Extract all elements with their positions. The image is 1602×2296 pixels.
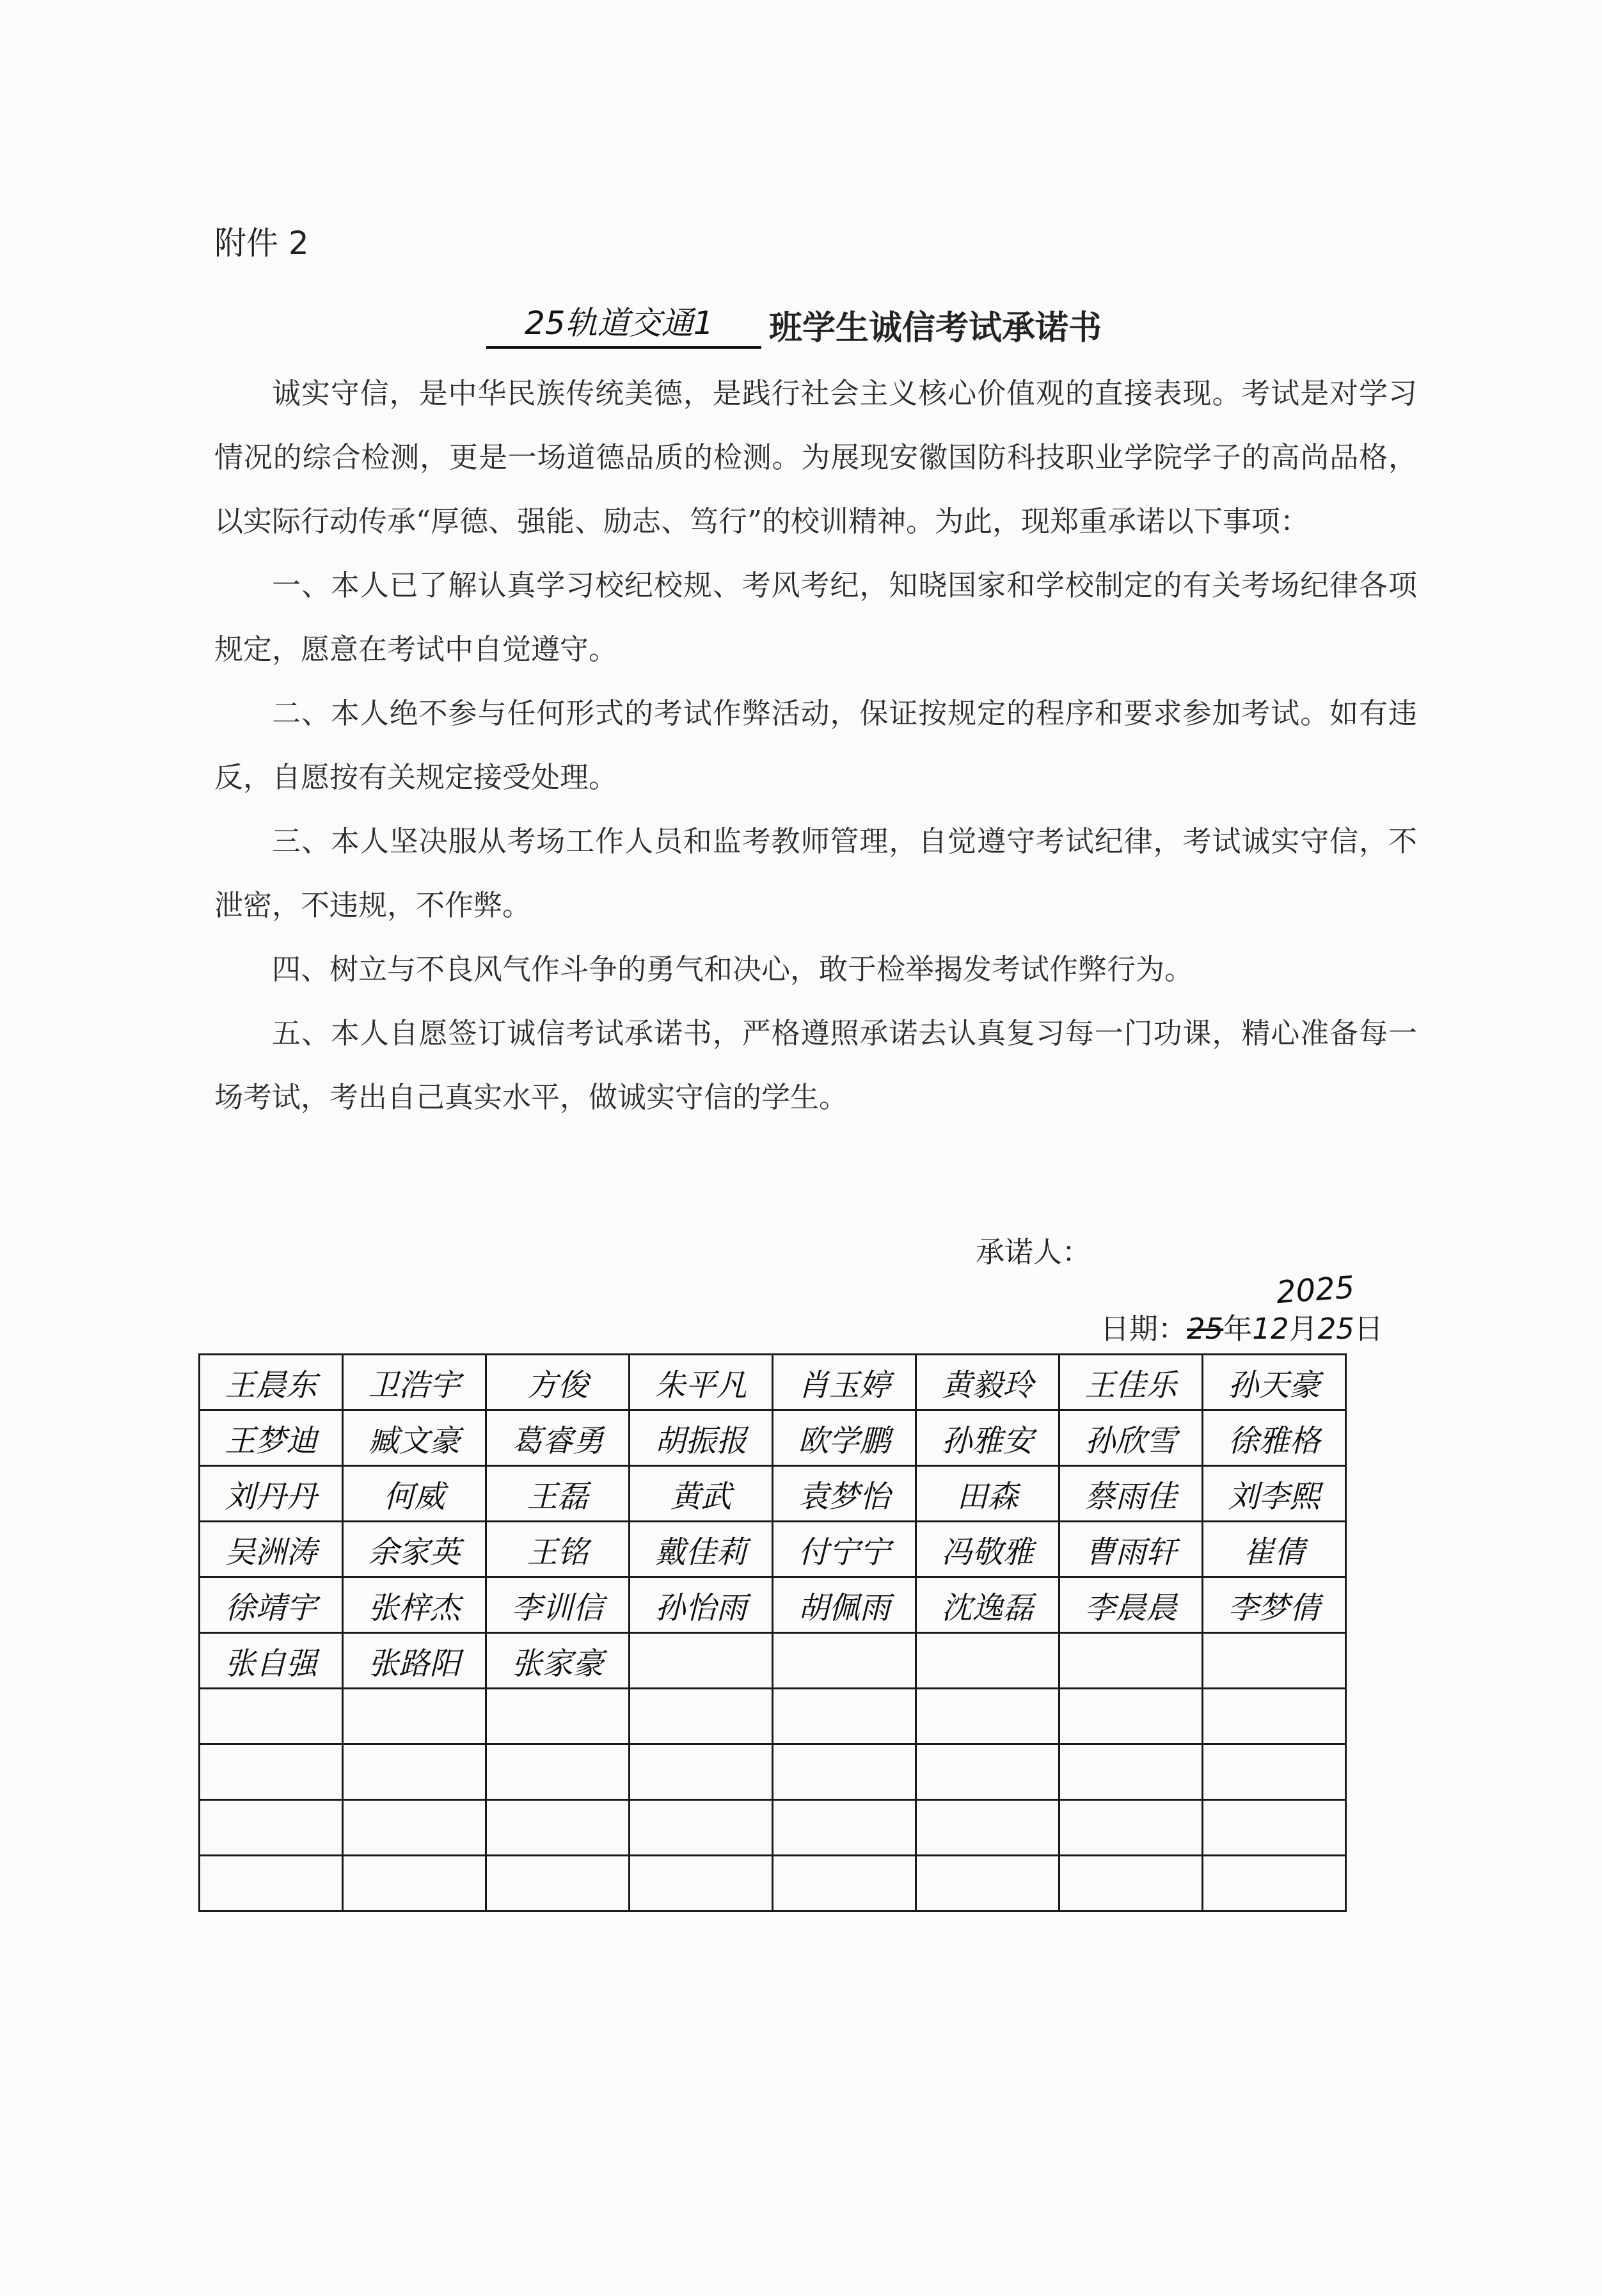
date-day-unit: 日: [1354, 1312, 1383, 1346]
signature-cell: [1059, 1800, 1203, 1856]
signature-cell: 余家英: [343, 1522, 486, 1577]
signature-cell: 沈逸磊: [916, 1577, 1059, 1633]
signature-cell: [916, 1800, 1059, 1856]
signature-cell: [1059, 1689, 1203, 1744]
pledge-item-4: 四、树立与不良风气作斗争的勇气和决心，敢于检举揭发考试作弊行为。: [272, 952, 1194, 986]
signature-cell: [200, 1689, 343, 1744]
signature-cell: 孙雅安: [916, 1410, 1059, 1466]
signature-cell: [486, 1856, 630, 1911]
signature-cell: 王佳乐: [1059, 1355, 1203, 1410]
signature-cell: 冯敬雅: [916, 1522, 1059, 1577]
signature-cell: [916, 1689, 1059, 1744]
pledge-body: [214, 362, 1417, 1129]
signature-cell: [1203, 1744, 1346, 1800]
signature-row: [200, 1522, 1346, 1577]
signature-cell: [773, 1689, 916, 1744]
signature-cell: 田森: [916, 1466, 1059, 1522]
signature-cell: [1059, 1744, 1203, 1800]
signature-cell: 刘李熙: [1203, 1466, 1346, 1522]
date-label: 日期：: [1100, 1312, 1187, 1346]
signature-cell: [200, 1800, 343, 1856]
signature-cell: 崔倩: [1203, 1522, 1346, 1577]
signature-cell: [1203, 1633, 1346, 1689]
date-line: [1100, 1269, 1383, 1347]
signature-cell: [486, 1689, 630, 1744]
signature-cell: [773, 1800, 916, 1856]
signature-row: [200, 1577, 1346, 1633]
signature-cell: [630, 1689, 773, 1744]
signature-cell: 何威: [343, 1466, 486, 1522]
signature-cell: 徐靖宇: [200, 1577, 343, 1633]
date-day: 25: [1317, 1312, 1354, 1346]
signature-cell: 朱平凡: [630, 1355, 773, 1410]
date-year-crossed: 25: [1187, 1312, 1224, 1346]
signature-cell: [1203, 1689, 1346, 1744]
signature-cell: [773, 1633, 916, 1689]
signature-cell: 戴佳莉: [630, 1522, 773, 1577]
signature-cell: [486, 1744, 630, 1800]
signature-cell: [630, 1744, 773, 1800]
signature-row: [200, 1410, 1346, 1466]
date-month-unit: 月: [1289, 1312, 1318, 1346]
signature-row: [200, 1466, 1346, 1522]
pledge-item-2: 二、本人绝不参与任何形式的考试作弊活动，保证按规定的程序和要求参加考试。如有违反，自愿按有关规定接受处理。: [214, 696, 1417, 794]
signature-cell: 王磊: [486, 1466, 630, 1522]
signature-row: [200, 1856, 1346, 1911]
signature-cell: 王梦迪: [200, 1410, 343, 1466]
signature-cell: 孙怡雨: [630, 1577, 773, 1633]
signature-cell: 徐雅格: [1203, 1410, 1346, 1466]
signature-cell: [773, 1744, 916, 1800]
signature-cell: 吴洲涛: [200, 1522, 343, 1577]
signature-cell: [630, 1800, 773, 1856]
signature-cell: [486, 1800, 630, 1856]
signature-cell: [630, 1856, 773, 1911]
signature-row: [200, 1689, 1346, 1744]
signature-row: [200, 1633, 1346, 1689]
signature-row: [200, 1744, 1346, 1800]
signature-table: [198, 1353, 1347, 1912]
signature-cell: [343, 1689, 486, 1744]
signature-cell: [916, 1633, 1059, 1689]
signature-cell: 李梦倩: [1203, 1577, 1346, 1633]
signature-cell: 张路阳: [343, 1633, 486, 1689]
signature-cell: 王晨东: [200, 1355, 343, 1410]
signature-cell: 肖玉婷: [773, 1355, 916, 1410]
signature-cell: 王铭: [486, 1522, 630, 1577]
signature-cell: [200, 1744, 343, 1800]
signature-cell: [773, 1856, 916, 1911]
signature-row: [200, 1355, 1346, 1410]
signature-cell: 臧文豪: [343, 1410, 486, 1466]
date-month: 12: [1252, 1312, 1289, 1346]
signature-cell: 蔡雨佳: [1059, 1466, 1203, 1522]
signature-cell: 张梓杰: [343, 1577, 486, 1633]
intro-paragraph: 诚实守信，是中华民族传统美德，是践行社会主义核心价值观的直接表现。考试是对学习情况的综合检测，更是一场道德品质的检测。为展现安徽国防科技职业学院学子的高尚品格，以实际行动传承“厚德、强能、励志、笃行”的校训精神。为此，现郑重承诺以下事项：: [214, 376, 1417, 538]
annex-label: 附件 2: [214, 225, 309, 262]
pledge-item-3: 三、本人坚决服从考场工作人员和监考教师管理，自觉遵守考试纪律，考试诚实守信，不泄密，不违规，不作弊。: [214, 824, 1417, 922]
signature-cell: 曹雨轩: [1059, 1522, 1203, 1577]
signature-cell: [343, 1856, 486, 1911]
document-title: [486, 298, 1102, 349]
class-name-handwritten: 25轨道交通1: [486, 298, 761, 349]
signature-cell: 李训信: [486, 1577, 630, 1633]
signature-cell: 孙欣雪: [1059, 1410, 1203, 1466]
signature-cell: 袁梦怡: [773, 1466, 916, 1522]
signature-cell: [1203, 1856, 1346, 1911]
signature-cell: 胡振报: [630, 1410, 773, 1466]
date-year-corrected: 2025: [1275, 1269, 1356, 1311]
signature-cell: 黄武: [630, 1466, 773, 1522]
signature-cell: 张家豪: [486, 1633, 630, 1689]
signature-cell: [1059, 1633, 1203, 1689]
signature-cell: 付宁宁: [773, 1522, 916, 1577]
title-text: 班学生诚信考试承诺书: [769, 309, 1102, 347]
signature-cell: [200, 1856, 343, 1911]
signature-cell: [343, 1800, 486, 1856]
signer-label: 承诺人：: [976, 1235, 1091, 1269]
signature-cell: [916, 1856, 1059, 1911]
signature-cell: [630, 1633, 773, 1689]
signature-cell: 黄毅玲: [916, 1355, 1059, 1410]
signature-cell: 葛睿勇: [486, 1410, 630, 1466]
signature-cell: 欧学鹏: [773, 1410, 916, 1466]
signature-row: [200, 1800, 1346, 1856]
pledge-item-5: 五、本人自愿签订诚信考试承诺书，严格遵照承诺去认真复习每一门功课，精心准备每一场考试，考出自己真实水平，做诚实守信的学生。: [214, 1016, 1417, 1114]
signature-cell: 刘丹丹: [200, 1466, 343, 1522]
signature-cell: [916, 1744, 1059, 1800]
pledge-item-1: 一、本人已了解认真学习校纪校规、考风考纪，知晓国家和学校制定的有关考场纪律各项规定，愿意在考试中自觉遵守。: [214, 568, 1417, 666]
signature-cell: 孙天豪: [1203, 1355, 1346, 1410]
signature-cell: [1203, 1800, 1346, 1856]
signature-cell: 李晨晨: [1059, 1577, 1203, 1633]
signature-cell: [1059, 1856, 1203, 1911]
signature-cell: 卫浩宇: [343, 1355, 486, 1410]
signature-cell: [343, 1744, 486, 1800]
signature-cell: 张自强: [200, 1633, 343, 1689]
date-year-unit: 年: [1223, 1312, 1253, 1346]
signature-cell: 方俊: [486, 1355, 630, 1410]
signature-cell: 胡佩雨: [773, 1577, 916, 1633]
